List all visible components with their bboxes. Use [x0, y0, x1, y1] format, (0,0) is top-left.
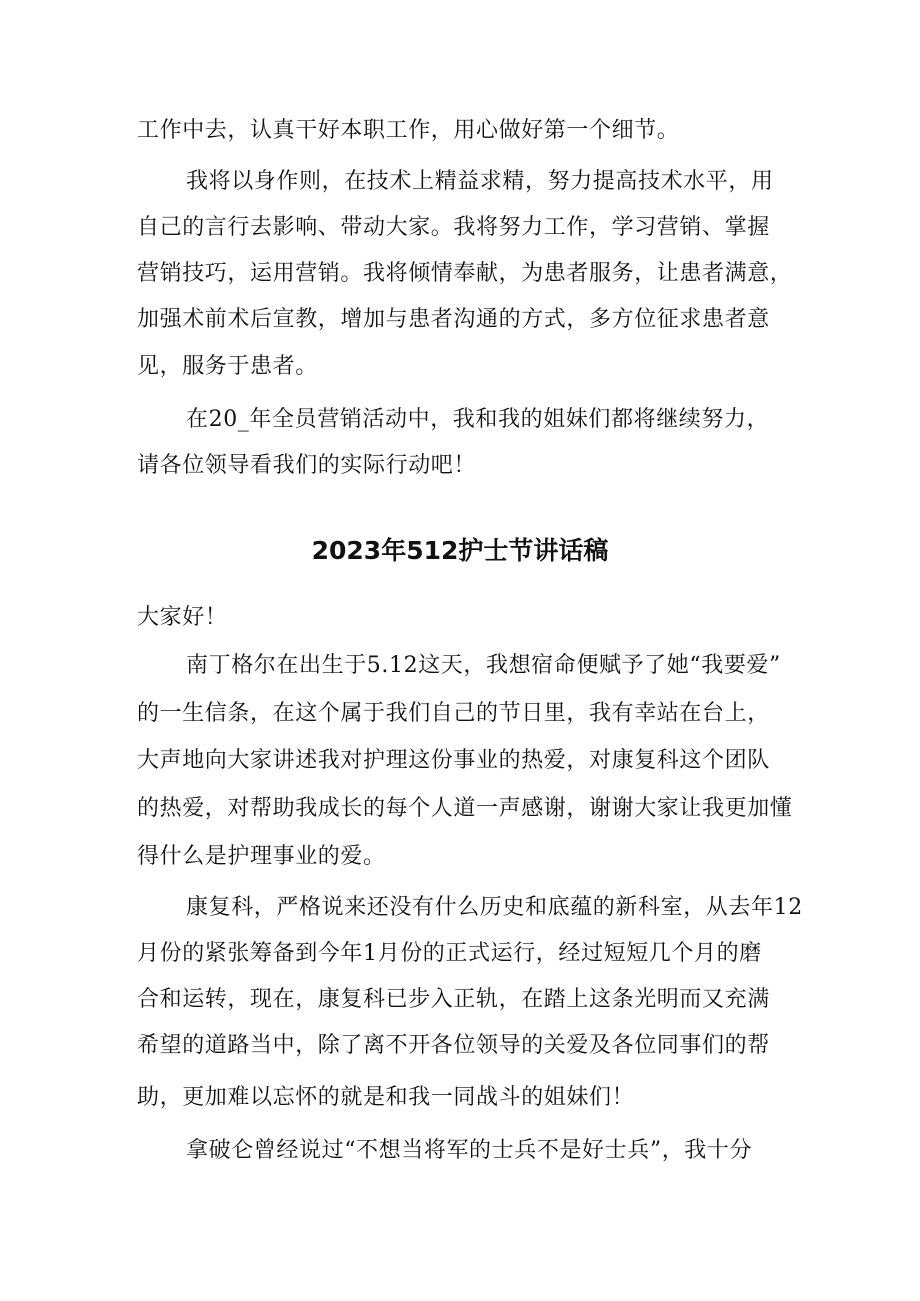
- paragraph-line: 的一生信条，在这个属于我们自己的节日里，我有幸站在台上，: [137, 701, 770, 726]
- paragraph-line: 见，服务于患者。: [137, 354, 318, 379]
- paragraph-line: 月份的紧张筹备到今年1月份的正式运行，经过短短几个月的磨: [137, 941, 762, 966]
- paragraph-line: 得什么是护理事业的爱。: [137, 844, 386, 869]
- greeting: 大家好！: [137, 605, 228, 630]
- paragraph-line: 我将以身作则，在技术上精益求精，努力提高技术水平，用: [186, 169, 774, 194]
- paragraph-line: 康复科，严格说来还没有什么历史和底蕴的新科室，从去年12: [186, 895, 803, 920]
- paragraph-line: 拿破仑曾经说过“不想当将军的士兵不是好士兵”，我十分: [186, 1138, 753, 1163]
- paragraph-line: 希望的道路当中，除了离不开各位领导的关爱及各位同事们的帮: [137, 1033, 770, 1058]
- paragraph-line: 大声地向大家讲述我对护理这份事业的热爱，对康复科这个团队: [137, 748, 770, 773]
- paragraph-line: 南丁格尔在出生于5.12这天，我想宿命便赋予了她“我要爱”: [186, 653, 781, 678]
- paragraph-line: 在20_年全员营销活动中，我和我的姐妹们都将继续努力，: [186, 407, 770, 432]
- paragraph-line: 请各位领导看我们的实际行动吧！: [137, 453, 477, 478]
- paragraph-line: 合和运转，现在，康复科已步入正轨，在踏上这条光明而又充满: [137, 987, 770, 1012]
- paragraph-line: 自己的言行去影响、带动大家。我将努力工作，学习营销、掌握: [137, 215, 770, 240]
- paragraph-line: 工作中去，认真干好本职工作，用心做好第一个细节。: [137, 118, 680, 143]
- paragraph-line: 的热爱，对帮助我成长的每个人道一声感谢，谢谢大家让我更加懂: [137, 796, 793, 821]
- document-title: 2023年512护士节讲话稿: [311, 536, 609, 565]
- paragraph-line: 加强术前术后宣教，增加与患者沟通的方式，多方位征求患者意: [137, 307, 770, 332]
- paragraph-line: 营销技巧，运用营销。我将倾情奉献，为患者服务，让患者满意，: [137, 261, 793, 286]
- paragraph-line: 助，更加难以忘怀的就是和我一同战斗的姐妹们！: [137, 1085, 635, 1110]
